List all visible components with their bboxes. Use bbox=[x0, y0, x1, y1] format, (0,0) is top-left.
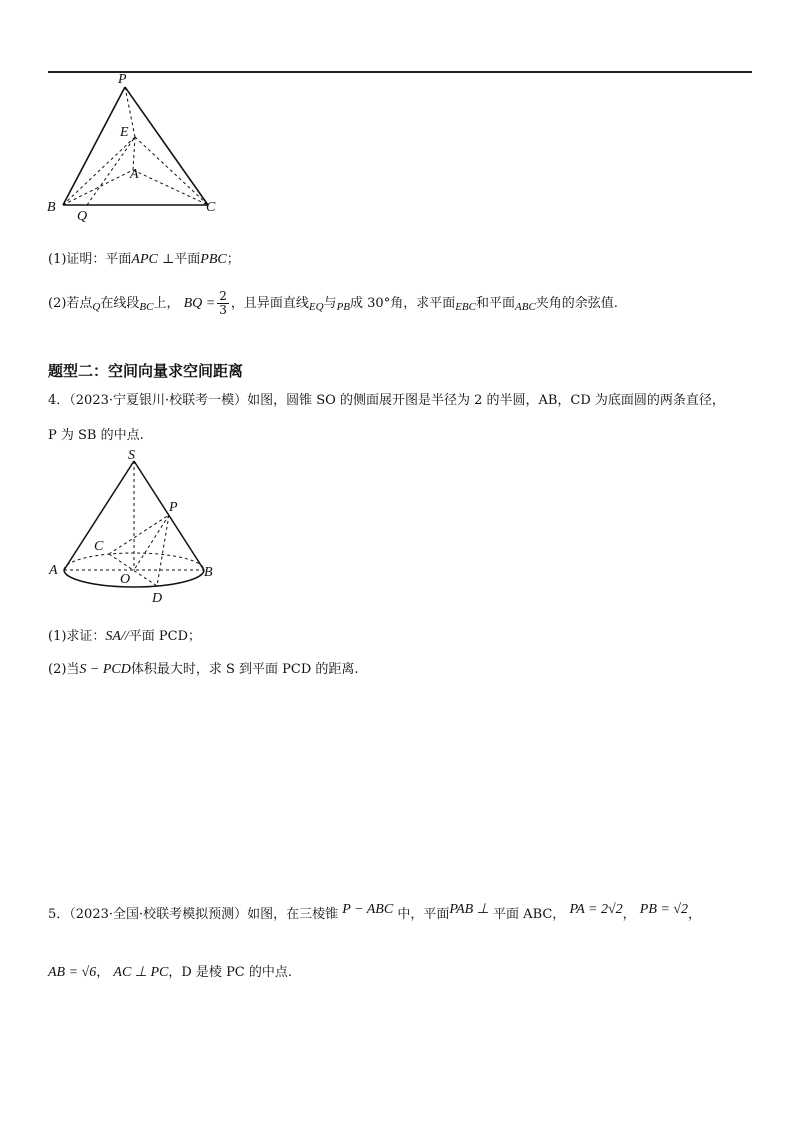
cone-label-B: B bbox=[204, 565, 213, 580]
pyramid-figure bbox=[40, 70, 240, 230]
label-Q: Q bbox=[77, 209, 88, 224]
cone-label-A: A bbox=[49, 563, 58, 578]
base-front-arc bbox=[64, 570, 204, 587]
problem4-part1: (1)求证：SA//平面 PCD； bbox=[48, 629, 202, 644]
problem4-line2: P 为 SB 的中点. bbox=[48, 428, 144, 443]
edge-AC bbox=[133, 170, 208, 205]
label-E: E bbox=[120, 125, 129, 140]
problem4-line1: 4．（2023·宁夏银川·校联考一模）如图，圆锥 SO 的侧面展开图是半径为 2 的半圆，AB，CD 为底面圆的两条直径， bbox=[48, 393, 725, 408]
edge-EA bbox=[133, 137, 135, 170]
cone-label-D: D bbox=[152, 591, 163, 606]
cone-figure bbox=[44, 445, 229, 610]
problem3-part1: (1)证明：平面APC ⊥平面PBC； bbox=[48, 252, 240, 267]
edge-BE bbox=[63, 137, 135, 205]
base-back-arc bbox=[64, 553, 204, 570]
edge-BA bbox=[63, 170, 133, 205]
cone-label-O: O bbox=[120, 572, 131, 587]
segment-PD bbox=[157, 515, 169, 586]
label-B: B bbox=[47, 200, 56, 215]
edge-PC bbox=[125, 87, 208, 205]
problem3-part2: (2)若点$_Q$在线段$_{BC}$上， BQ = $\frac{2}{3}$ ，且异面直线$_{EQ}$与$_{PB}$成 30°角，求平面$_{EBC}$和平面$_{ABC}$夹角的余弦值. bbox=[48, 289, 618, 317]
label-A: A bbox=[130, 167, 139, 182]
cone-label-C: C bbox=[94, 539, 104, 554]
section-heading: 题型二：空间向量求空间距离 bbox=[48, 362, 244, 380]
segment-CP bbox=[109, 515, 169, 554]
edge-PB bbox=[63, 87, 125, 205]
fraction-2-3: $\frac{2}{3}$ bbox=[219, 289, 227, 317]
cone-label-S: S bbox=[128, 448, 135, 463]
problem5-line2: AB = √6， AC ⊥ PC，D 是棱 PC 的中点. bbox=[48, 965, 293, 980]
problem4-part2: (2)当S − PCD体积最大时，求 S 到平面 PCD 的距离. bbox=[48, 662, 359, 677]
edge-EC bbox=[135, 137, 208, 205]
label-P: P bbox=[118, 72, 127, 87]
problem5-line1: 5．（2023·全国·校联考模拟预测）如图，在三棱锥 P − ABC 中，平面PAB ⊥ 平面 ABC， PA = 2√2， PB = √2， bbox=[48, 902, 702, 922]
cone-label-P: P bbox=[169, 500, 178, 515]
segment-PO bbox=[134, 515, 169, 570]
label-C: C bbox=[206, 200, 216, 215]
